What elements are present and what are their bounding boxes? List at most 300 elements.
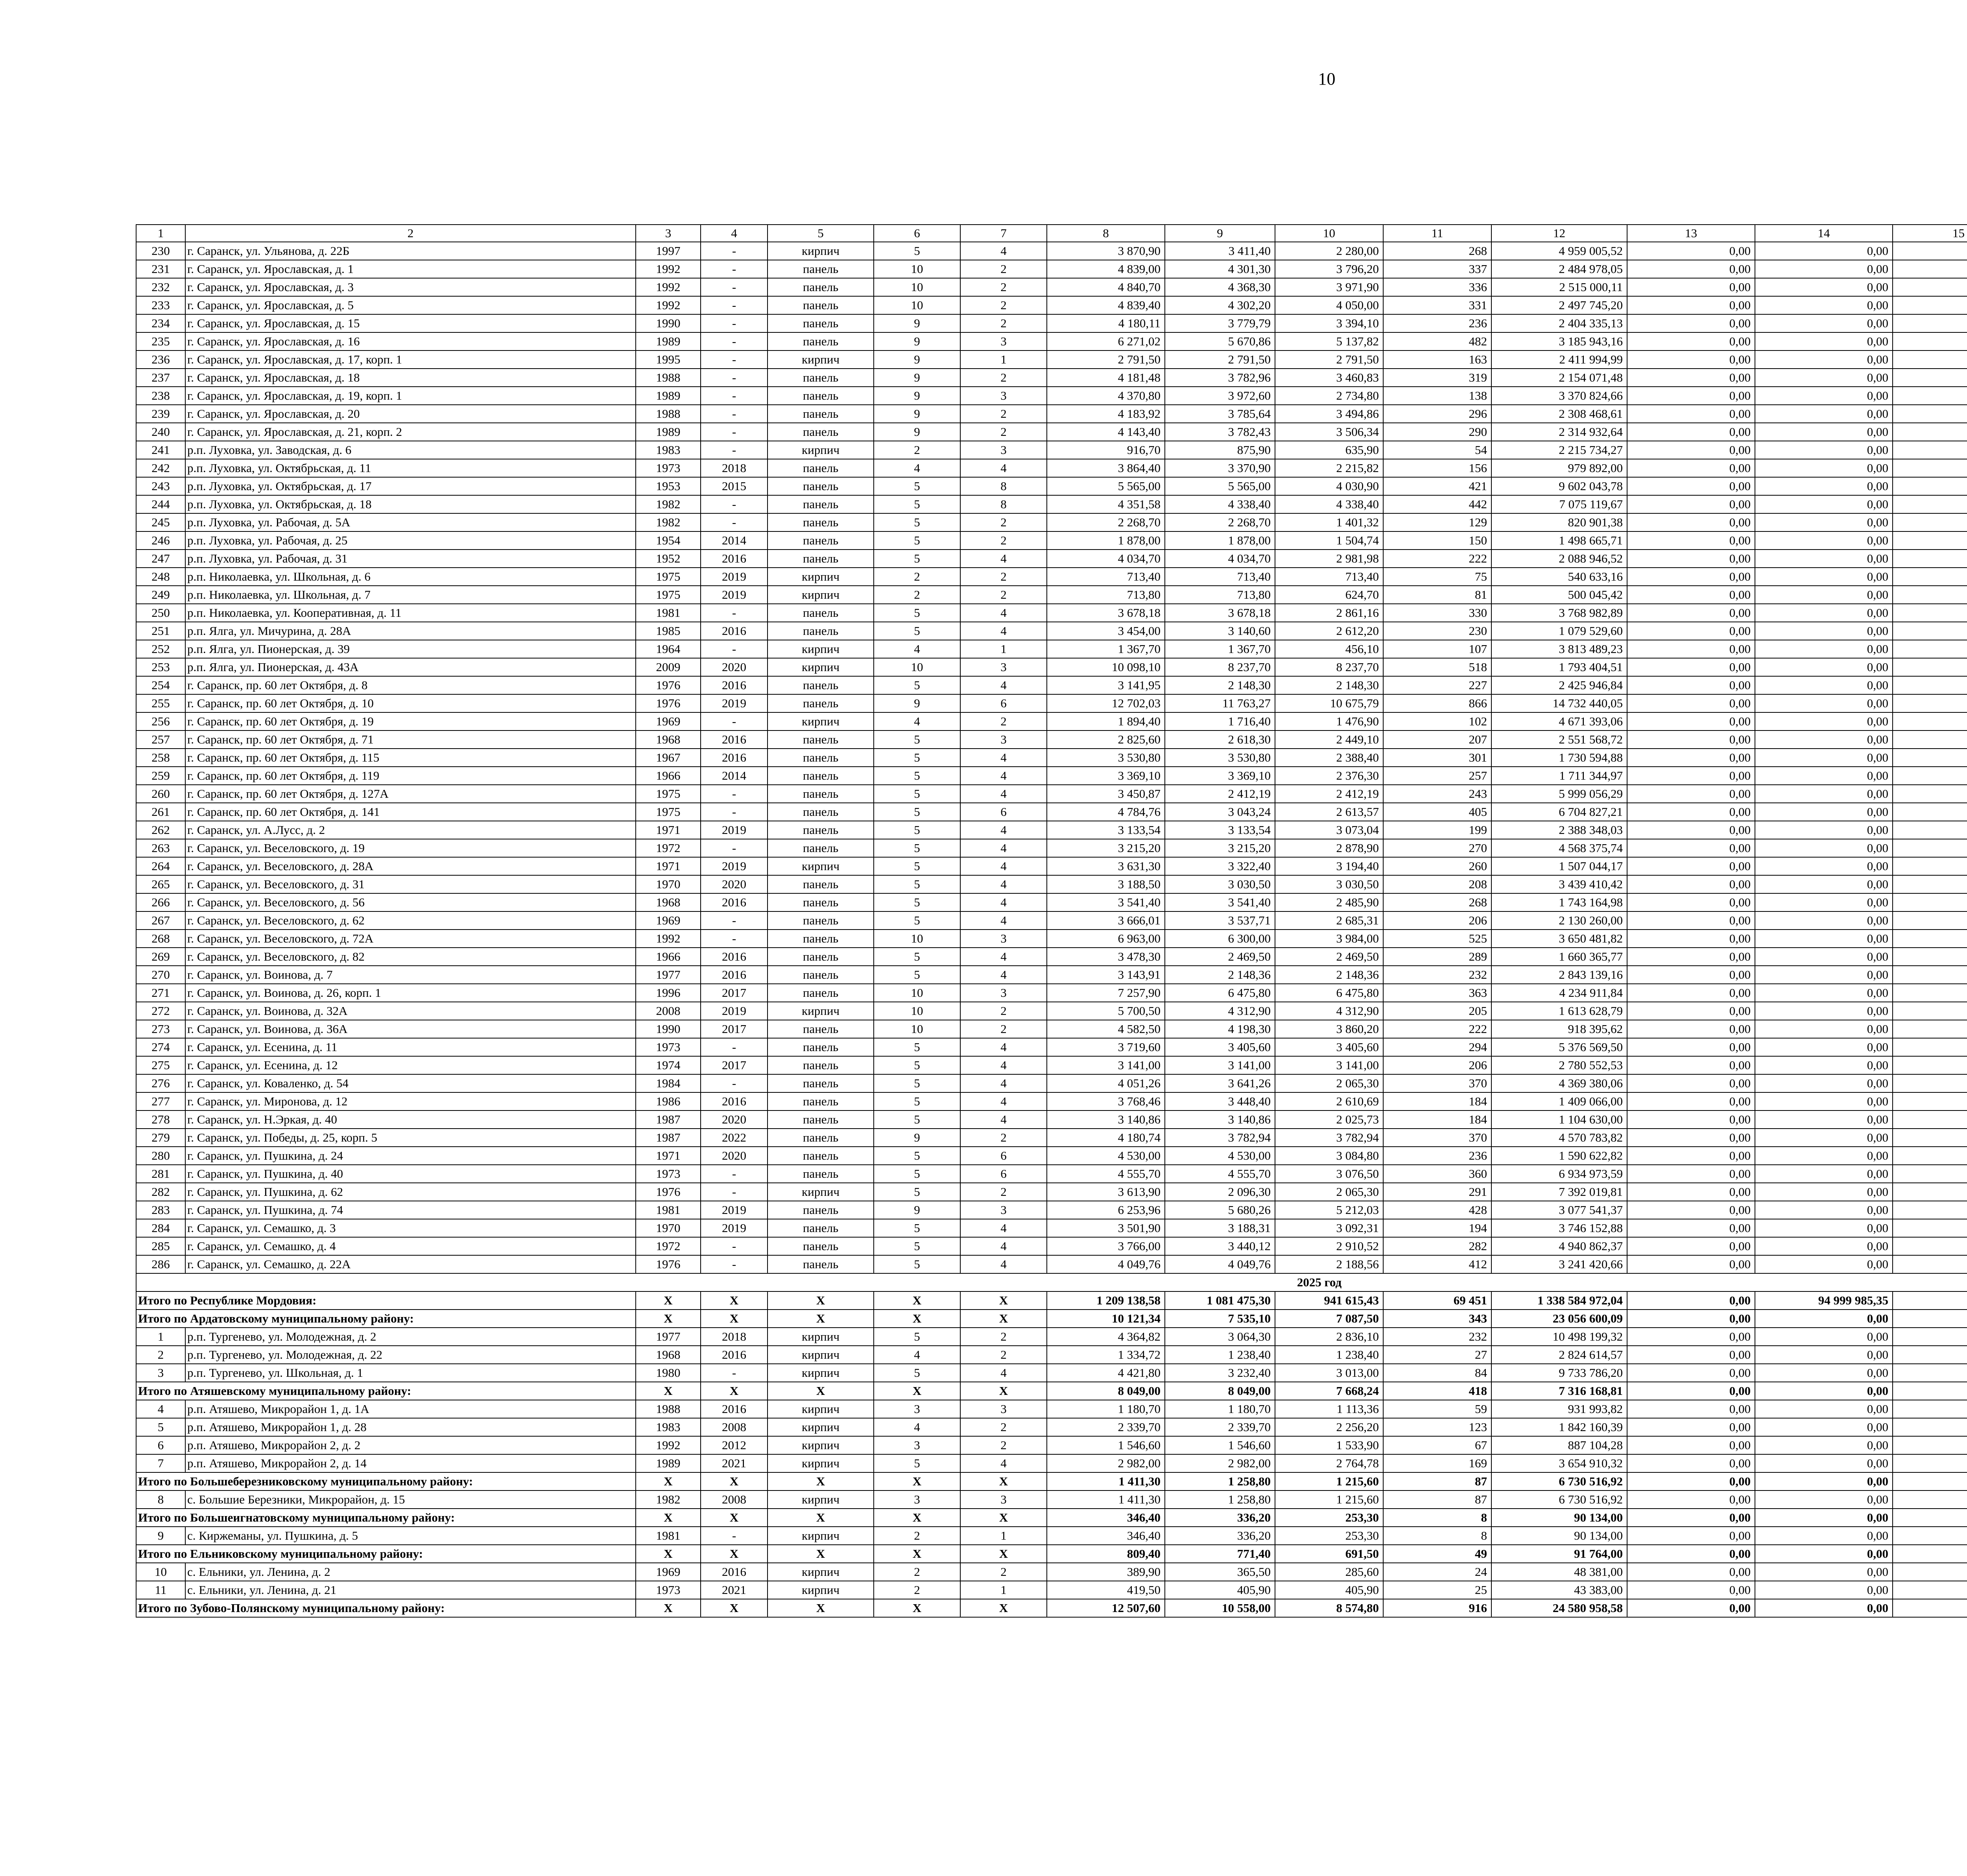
table-cell: 1977	[636, 966, 701, 984]
table-cell: 227	[1383, 676, 1491, 694]
table-cell: 247	[136, 550, 185, 568]
table-cell: -	[701, 387, 768, 405]
table-cell: 2016	[701, 1092, 768, 1110]
table-cell: 3 369,10	[1047, 767, 1165, 785]
subtotal-cell: 418	[1383, 1382, 1491, 1400]
table-cell: 3 654 910,32	[1491, 1454, 1627, 1472]
table-cell: 3 541,40	[1047, 893, 1165, 911]
table-cell: 9	[874, 1201, 960, 1219]
table-cell: 1982	[636, 495, 701, 513]
table-cell: панель	[768, 495, 874, 513]
table-cell: 9	[874, 423, 960, 441]
table-cell: 2	[960, 1436, 1047, 1454]
table-cell: 1 180,70	[1165, 1400, 1275, 1418]
subtotal-cell: X	[701, 1310, 768, 1328]
address-cell: р.п. Атяшево, Микрорайон 1, д. 1А	[185, 1400, 636, 1418]
table-cell: 3 030,50	[1275, 875, 1383, 893]
column-number-cell: 5	[768, 225, 874, 242]
subtotal-cell	[1893, 1509, 1967, 1527]
table-cell: 1992	[636, 296, 701, 314]
table-cell: 0,00	[1755, 1364, 1893, 1382]
table-row	[136, 332, 1967, 350]
table-cell: 2020	[701, 1110, 768, 1129]
table-cell: 0,00	[1627, 803, 1755, 821]
table-cell: 0,00	[1755, 405, 1893, 423]
table-row	[136, 803, 1967, 821]
table-cell	[1893, 1183, 1967, 1201]
table-row	[136, 586, 1967, 604]
table-cell: 713,80	[1047, 586, 1165, 604]
table-cell: 405	[1383, 803, 1491, 821]
table-cell: 4 530,00	[1165, 1147, 1275, 1165]
table-cell: 48 381,00	[1491, 1563, 1627, 1581]
table-cell: 0,00	[1755, 1147, 1893, 1165]
table-cell: 8 237,70	[1165, 658, 1275, 676]
table-cell: 0,00	[1627, 296, 1755, 314]
table-cell: 5	[874, 893, 960, 911]
subtotal-cell	[1893, 1472, 1967, 1490]
table-cell	[1893, 622, 1967, 640]
table-cell: 4 302,20	[1165, 296, 1275, 314]
table-cell: кирпич	[768, 1581, 874, 1599]
table-cell: 0,00	[1627, 1237, 1755, 1255]
table-cell: кирпич	[768, 586, 874, 604]
address-cell: г. Саранск, ул. Миронова, д. 12	[185, 1092, 636, 1110]
table-cell: 280	[136, 1147, 185, 1165]
table-cell: 1975	[636, 568, 701, 586]
address-cell: г. Саранск, ул. Ярославская, д. 17, корп. 1	[185, 350, 636, 369]
table-cell: 4 183,92	[1047, 405, 1165, 423]
table-row	[136, 495, 1967, 513]
subtotal-cell: X	[701, 1509, 768, 1527]
table-cell: 4 312,90	[1275, 1002, 1383, 1020]
table-cell: 2 280,00	[1275, 242, 1383, 260]
address-cell: г. Саранск, ул. Воинова, д. 32А	[185, 1002, 636, 1020]
table-cell: 1 716,40	[1165, 712, 1275, 730]
address-cell: р.п. Луховка, ул. Октябрьская, д. 18	[185, 495, 636, 513]
table-cell: 232	[136, 278, 185, 296]
table-cell: 271	[136, 984, 185, 1002]
table-row	[136, 622, 1967, 640]
table-cell: -	[701, 242, 768, 260]
table-cell: 3 215,20	[1165, 839, 1275, 857]
table-cell: 24	[1383, 1563, 1491, 1581]
table-cell: 2 339,70	[1165, 1418, 1275, 1436]
address-cell: г. Саранск, ул. Ульянова, д. 22Б	[185, 242, 636, 260]
table-cell: 274	[136, 1038, 185, 1056]
table-cell: 3 631,30	[1047, 857, 1165, 875]
table-cell: 1 660 365,77	[1491, 948, 1627, 966]
table-cell: 3 972,60	[1165, 387, 1275, 405]
table-cell: 3 185 943,16	[1491, 332, 1627, 350]
table-cell: 1992	[636, 930, 701, 948]
address-cell: г. Саранск, ул. Веселовского, д. 82	[185, 948, 636, 966]
table-cell: -	[701, 423, 768, 441]
table-cell: 713,80	[1165, 586, 1275, 604]
table-cell: 3 746 152,88	[1491, 1219, 1627, 1237]
table-cell: 268	[1383, 893, 1491, 911]
table-cell: -	[701, 405, 768, 423]
table-cell: панель	[768, 1219, 874, 1237]
table-cell: -	[701, 350, 768, 369]
subtotal-cell: 916	[1383, 1599, 1491, 1617]
subtotal-cell: 87	[1383, 1472, 1491, 1490]
table-cell: 0,00	[1627, 640, 1755, 658]
subtotal-cell: 1 215,60	[1275, 1472, 1383, 1490]
address-cell: г. Саранск, ул. Ярославская, д. 16	[185, 332, 636, 350]
table-row	[136, 658, 1967, 676]
subtotal-cell: X	[768, 1472, 874, 1490]
table-cell: 5	[874, 857, 960, 875]
table-cell: 3	[960, 1490, 1047, 1509]
table-cell: 1 334,72	[1047, 1346, 1165, 1364]
table-cell	[1893, 314, 1967, 332]
table-cell: 389,90	[1047, 1563, 1165, 1581]
table-cell: 2 981,98	[1275, 550, 1383, 568]
subtotal-row	[136, 1310, 1967, 1328]
table-cell: 1970	[636, 875, 701, 893]
address-cell: р.п. Тургенево, ул. Школьная, д. 1	[185, 1364, 636, 1382]
table-cell: 1969	[636, 712, 701, 730]
table-row	[136, 441, 1967, 459]
table-cell: 84	[1383, 1364, 1491, 1382]
table-cell	[1893, 260, 1967, 278]
table-cell: 0,00	[1627, 1183, 1755, 1201]
table-cell: панель	[768, 694, 874, 712]
table-cell: 4	[960, 1255, 1047, 1273]
table-cell: 0,00	[1755, 767, 1893, 785]
table-cell: панель	[768, 1092, 874, 1110]
table-cell: 1 533,90	[1275, 1436, 1383, 1454]
table-cell: 5	[874, 676, 960, 694]
address-cell: г. Саранск, ул. Пушкина, д. 62	[185, 1183, 636, 1201]
table-cell: 0,00	[1755, 495, 1893, 513]
table-cell: 6 271,02	[1047, 332, 1165, 350]
table-cell: 525	[1383, 930, 1491, 948]
table-row	[136, 1129, 1967, 1147]
table-cell: -	[701, 260, 768, 278]
table-cell: 282	[1383, 1237, 1491, 1255]
subtotal-cell: X	[874, 1545, 960, 1563]
table-cell: 0,00	[1627, 1328, 1755, 1346]
table-cell: кирпич	[768, 242, 874, 260]
table-row	[136, 984, 1967, 1002]
table-cell: 5	[874, 1364, 960, 1382]
table-cell: 346,40	[1047, 1527, 1165, 1545]
table-cell: 3 030,50	[1165, 875, 1275, 893]
table-cell: 4 030,90	[1275, 477, 1383, 495]
table-cell: 249	[136, 586, 185, 604]
table-cell: 6 253,96	[1047, 1201, 1165, 1219]
table-cell: 6 475,80	[1165, 984, 1275, 1002]
table-cell: 268	[1383, 242, 1491, 260]
table-cell: 2 388,40	[1275, 749, 1383, 767]
table-cell: 2 314 932,64	[1491, 423, 1627, 441]
table-cell: 230	[1383, 622, 1491, 640]
table-cell: 3 530,80	[1047, 749, 1165, 767]
table-cell: 3	[960, 332, 1047, 350]
table-cell: панель	[768, 296, 874, 314]
table-cell: 4	[960, 857, 1047, 875]
table-cell: 0,00	[1755, 1002, 1893, 1020]
table-cell: 4	[960, 622, 1047, 640]
table-cell: 3 405,60	[1165, 1038, 1275, 1056]
table-cell: 9	[874, 694, 960, 712]
table-cell: 3 530,80	[1165, 749, 1275, 767]
table-cell: 0,00	[1627, 332, 1755, 350]
table-cell: 3 782,94	[1275, 1129, 1383, 1147]
table-cell: панель	[768, 821, 874, 839]
table-cell: 1981	[636, 1527, 701, 1545]
subtotal-cell: 0,00	[1755, 1509, 1893, 1527]
subtotal-cell: X	[701, 1382, 768, 1400]
table-cell: кирпич	[768, 712, 874, 730]
table-cell: 0,00	[1627, 1454, 1755, 1472]
table-cell: 8	[960, 495, 1047, 513]
table-cell: 1 507 044,17	[1491, 857, 1627, 875]
subtotal-cell: 0,00	[1627, 1509, 1755, 1527]
table-cell: 4	[960, 1454, 1047, 1472]
table-cell: 0,00	[1755, 1255, 1893, 1273]
table-cell: 875,90	[1165, 441, 1275, 459]
address-cell: г. Саранск, ул. Семашко, д. 22А	[185, 1255, 636, 1273]
table-cell: 0,00	[1755, 1074, 1893, 1092]
table-cell: 0,00	[1627, 767, 1755, 785]
table-row	[136, 1002, 1967, 1020]
table-cell: 3 188,31	[1165, 1219, 1275, 1237]
table-cell: 0,00	[1627, 1364, 1755, 1382]
table-cell: 5	[874, 875, 960, 893]
table-row	[136, 821, 1967, 839]
table-cell: 239	[136, 405, 185, 423]
subtotal-cell: 0,00	[1627, 1310, 1755, 1328]
address-cell: р.п. Николаевка, ул. Школьная, д. 6	[185, 568, 636, 586]
table-cell: 248	[136, 568, 185, 586]
table-row	[136, 531, 1967, 550]
year-heading-row	[136, 1273, 1967, 1291]
table-cell: 1 894,40	[1047, 712, 1165, 730]
table-cell: 25	[1383, 1581, 1491, 1599]
table-cell: 2018	[701, 1328, 768, 1346]
table-cell: 5	[874, 821, 960, 839]
table-cell: 0,00	[1627, 1002, 1755, 1020]
table-cell: 0,00	[1627, 712, 1755, 730]
table-row	[136, 640, 1967, 658]
table-cell	[1893, 1328, 1967, 1346]
table-cell: 10	[874, 296, 960, 314]
table-cell: 4 051,26	[1047, 1074, 1165, 1092]
table-cell: 2 764,78	[1275, 1454, 1383, 1472]
table-cell	[1893, 676, 1967, 694]
table-cell: 0,00	[1755, 712, 1893, 730]
table-cell: 2014	[701, 531, 768, 550]
table-cell: панель	[768, 260, 874, 278]
table-cell: 4 198,30	[1165, 1020, 1275, 1038]
table-cell: 1971	[636, 857, 701, 875]
address-cell: г. Саранск, ул. Есенина, д. 12	[185, 1056, 636, 1074]
address-cell: с. Большие Березники, Микрорайон, д. 15	[185, 1490, 636, 1509]
table-cell: 2 130 260,00	[1491, 911, 1627, 930]
subtotal-cell	[1893, 1310, 1967, 1328]
subtotal-cell: 336,20	[1165, 1509, 1275, 1527]
table-cell: 2016	[701, 749, 768, 767]
table-cell: 0,00	[1627, 676, 1755, 694]
table-cell: 2022	[701, 1129, 768, 1147]
table-cell: 236	[1383, 314, 1491, 332]
table-cell: 4 050,00	[1275, 296, 1383, 314]
table-cell: 4 570 783,82	[1491, 1129, 1627, 1147]
table-cell: 0,00	[1627, 1527, 1755, 1545]
table-cell: 1992	[636, 260, 701, 278]
table-cell: 138	[1383, 387, 1491, 405]
table-cell: 4	[960, 749, 1047, 767]
column-number-cell: 2	[185, 225, 636, 242]
address-cell: г. Саранск, ул. Веселовского, д. 28А	[185, 857, 636, 875]
table-cell: 4	[960, 242, 1047, 260]
table-cell: 2	[960, 405, 1047, 423]
table-cell: 54	[1383, 441, 1491, 459]
table-cell: панель	[768, 405, 874, 423]
table-row	[136, 1147, 1967, 1165]
table-cell: 2016	[701, 676, 768, 694]
table-cell: 3	[960, 441, 1047, 459]
table-cell	[1893, 586, 1967, 604]
table-cell: 0,00	[1755, 604, 1893, 622]
address-cell: р.п. Атяшево, Микрорайон 2, д. 2	[185, 1436, 636, 1454]
table-cell: 0,00	[1627, 459, 1755, 477]
table-cell: 266	[136, 893, 185, 911]
table-cell: 3	[874, 1436, 960, 1454]
table-cell: 5 212,03	[1275, 1201, 1383, 1219]
table-cell: 10	[874, 930, 960, 948]
subtotal-cell: 0,00	[1627, 1545, 1755, 1563]
table-cell	[1893, 1110, 1967, 1129]
table-cell: 5	[874, 1074, 960, 1092]
table-cell: панель	[768, 1074, 874, 1092]
table-cell: 3	[960, 730, 1047, 749]
table-cell: 1 367,70	[1047, 640, 1165, 658]
table-cell: 289	[1383, 948, 1491, 966]
table-cell	[1893, 1255, 1967, 1273]
subtotal-cell: 253,30	[1275, 1509, 1383, 1527]
table-cell: 3 076,50	[1275, 1165, 1383, 1183]
table-cell: 0,00	[1755, 1165, 1893, 1183]
table-cell: 1 401,32	[1275, 513, 1383, 531]
table-cell: 258	[136, 749, 185, 767]
table-cell: панель	[768, 1056, 874, 1074]
table-cell: 0,00	[1755, 1454, 1893, 1472]
table-cell: 10	[136, 1563, 185, 1581]
table-cell: 2 551 568,72	[1491, 730, 1627, 749]
table-cell: 2	[960, 1002, 1047, 1020]
table-cell: 0,00	[1755, 1183, 1893, 1201]
table-cell: 1964	[636, 640, 701, 658]
table-cell: 0,00	[1627, 785, 1755, 803]
table-cell: 0,00	[1627, 423, 1755, 441]
table-cell: 4	[874, 712, 960, 730]
table-cell: -	[701, 296, 768, 314]
table-row	[136, 875, 1967, 893]
table-cell	[1893, 658, 1967, 676]
table-cell: 5	[874, 966, 960, 984]
table-cell: 1 590 622,82	[1491, 1147, 1627, 1165]
table-cell: -	[701, 604, 768, 622]
table-cell: 235	[136, 332, 185, 350]
table-cell: 540 633,16	[1491, 568, 1627, 586]
table-cell: панель	[768, 839, 874, 857]
table-cell: 1	[960, 1527, 1047, 1545]
table-cell: 5 670,86	[1165, 332, 1275, 350]
table-cell: 1 842 160,39	[1491, 1418, 1627, 1436]
table-cell: 270	[136, 966, 185, 984]
table-cell: панель	[768, 749, 874, 767]
address-cell: г. Саранск, ул. Пушкина, д. 24	[185, 1147, 636, 1165]
column-number-cell: 1	[136, 225, 185, 242]
table-cell	[1893, 839, 1967, 857]
table-cell: 8	[960, 477, 1047, 495]
table-cell	[1893, 1129, 1967, 1147]
table-cell: 3 768,46	[1047, 1092, 1165, 1110]
table-cell: -	[701, 1038, 768, 1056]
table-cell: 3 133,54	[1165, 821, 1275, 839]
table-cell: 3 782,43	[1165, 423, 1275, 441]
table-cell: 1971	[636, 1147, 701, 1165]
table-cell	[1893, 948, 1967, 966]
table-cell: -	[701, 1165, 768, 1183]
column-number-cell: 12	[1491, 225, 1627, 242]
table-cell: 0,00	[1627, 278, 1755, 296]
table-row	[136, 948, 1967, 966]
subtotal-row	[136, 1472, 1967, 1490]
table-cell: 1	[136, 1328, 185, 1346]
table-row	[136, 296, 1967, 314]
table-cell: 3 766,00	[1047, 1237, 1165, 1255]
table-cell: 260	[136, 785, 185, 803]
table-cell: 2015	[701, 477, 768, 495]
subtotal-cell: X	[874, 1291, 960, 1310]
table-cell: 2 515 000,11	[1491, 278, 1627, 296]
table-cell	[1893, 1346, 1967, 1364]
table-cell: 2 618,30	[1165, 730, 1275, 749]
table-cell: 363	[1383, 984, 1491, 1002]
table-cell: 2	[960, 531, 1047, 550]
table-cell: 233	[136, 296, 185, 314]
table-cell: 222	[1383, 1020, 1491, 1038]
table-row	[136, 568, 1967, 586]
table-cell: 0,00	[1755, 387, 1893, 405]
table-cell: 1992	[636, 1436, 701, 1454]
table-cell: кирпич	[768, 1183, 874, 1201]
address-cell: р.п. Николаевка, ул. Кооперативная, д. 11	[185, 604, 636, 622]
table-cell: 2 449,10	[1275, 730, 1383, 749]
table-cell: 4	[874, 1418, 960, 1436]
table-cell: 0,00	[1755, 984, 1893, 1002]
table-cell: 2	[960, 278, 1047, 296]
table-row	[136, 387, 1967, 405]
table-cell: 6 475,80	[1275, 984, 1383, 1002]
table-cell: 1989	[636, 1454, 701, 1472]
subtotal-cell: X	[636, 1310, 701, 1328]
table-cell	[1893, 1038, 1967, 1056]
table-cell: 2 215,82	[1275, 459, 1383, 477]
table-cell: 3	[960, 984, 1047, 1002]
table-cell: 1966	[636, 948, 701, 966]
table-cell: 337	[1383, 260, 1491, 278]
subtotal-cell: X	[960, 1472, 1047, 1490]
table-cell: 0,00	[1627, 1581, 1755, 1599]
table-cell: 4	[960, 1038, 1047, 1056]
table-cell: 3 506,34	[1275, 423, 1383, 441]
